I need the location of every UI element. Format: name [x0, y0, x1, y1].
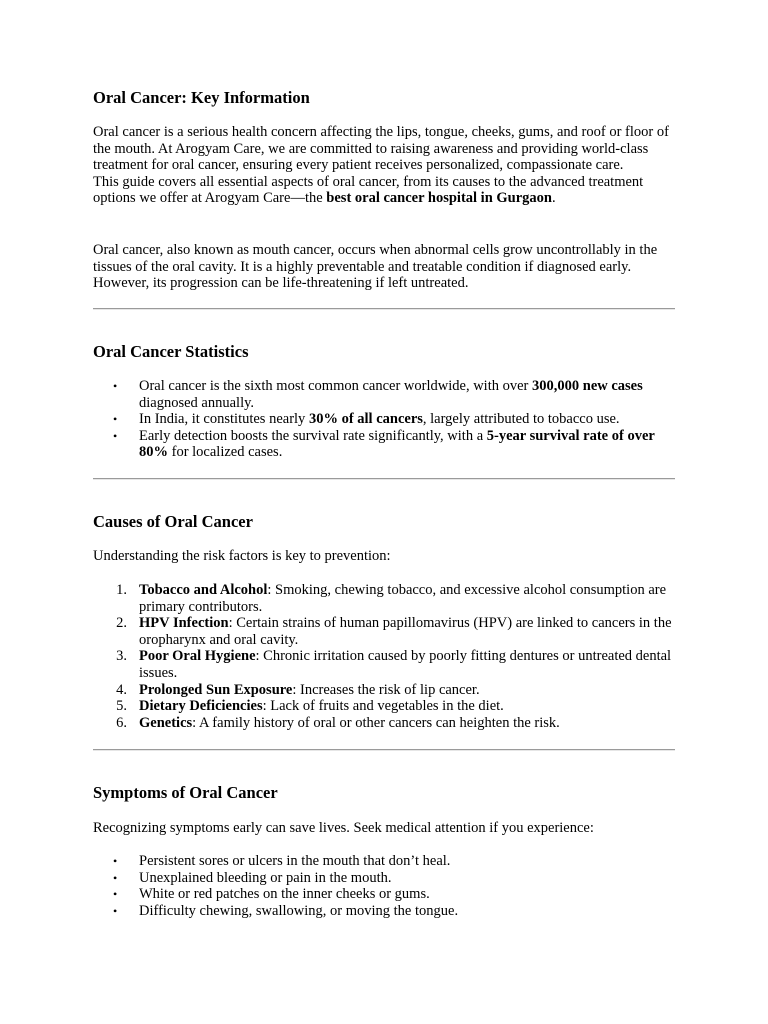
divider [93, 308, 675, 310]
stat-3-end: for localized cases. [168, 444, 283, 461]
bullet-icon: • [113, 870, 118, 885]
causes-intro: Understanding the risk factors is key to prevention: [93, 548, 391, 564]
cause-2-title: HPV Infection [139, 615, 229, 632]
stat-1-bold: 300,000 new cases [532, 378, 643, 394]
symptom-4: Difficulty chewing, swallowing, or moving the tongue. [139, 902, 459, 919]
stat-2-bold: 30% of all cancers [308, 411, 423, 428]
intro-paragraph-2 [93, 174, 678, 207]
list-item [93, 698, 678, 715]
symptoms-list [93, 853, 678, 919]
intro-text-block [93, 124, 678, 207]
bullet-icon: • [113, 379, 118, 393]
list-item [93, 428, 678, 461]
list-number: 6. [116, 714, 127, 731]
list-item [93, 715, 678, 732]
list-item [93, 411, 678, 428]
stat-3-bold: 5-year survival rate of over 80% [139, 427, 655, 461]
intro-paragraph-2-bold: best oral cancer hospital in Gurgaon [326, 190, 552, 207]
cause-5-text: : Lack of fruits and vegetables in the diet. [262, 698, 504, 715]
bullet-icon: • [113, 854, 118, 868]
intro-paragraph-3-block [93, 242, 678, 292]
list-item [93, 648, 678, 681]
list-item [93, 870, 678, 887]
causes-heading: Causes of Oral Cancer [93, 512, 253, 531]
cause-1-text: : Smoking, chewing tobacco, and excessive alcohol consumption are primary contributors. [139, 582, 667, 615]
causes-intro-block [93, 548, 678, 565]
intro-heading: Oral Cancer: Key Information [93, 88, 310, 107]
causes-list [93, 582, 678, 731]
cause-6-title: Genetics [139, 714, 193, 731]
cause-6-text: : A family history of oral or other cancers can heighten the risk. [192, 714, 560, 731]
symptom-1: Persistent sores or ulcers in the mouth that don’t heal. [139, 853, 451, 869]
list-item [93, 853, 678, 870]
list-number: 5. [116, 698, 127, 715]
list-item [93, 886, 678, 903]
bullet-icon: • [113, 887, 118, 902]
list-item [93, 378, 678, 411]
intro-paragraph-2-text: This guide covers all essential aspects of oral cancer, from its causes to the advanced treatment options we offer at Arogyam Care—the [93, 173, 644, 207]
list-number: 4. [116, 681, 127, 698]
intro-paragraph-1: Oral cancer is a serious health concern affecting the lips, tongue, cheeks, gums, and roof or floor of the mouth. At Arogyam Care, we are committed to raising awareness and providing world-class treatment for oral cancer, ensuring every patient receives personalized, compassionate care. [93, 124, 669, 174]
cause-3-title: Poor Oral Hygiene [139, 648, 256, 665]
bullet-icon: • [113, 412, 118, 427]
statistics-list [93, 378, 678, 461]
cause-3-text: : Chronic irritation caused by poorly fitting dentures or untreated dental issues. [139, 648, 672, 681]
cause-2-text: : Certain strains of human papillomavirus (HPV) are linked to cancers in the oropharynx and oral cavity. [139, 615, 672, 648]
list-item [93, 682, 678, 699]
symptoms-heading: Symptoms of Oral Cancer [93, 783, 278, 802]
list-item [93, 582, 678, 615]
bullet-icon: • [113, 428, 118, 443]
list-number: 1. [116, 582, 127, 598]
symptoms-intro-block [93, 820, 678, 837]
list-number: 2. [116, 615, 127, 632]
cause-4-title: Prolonged Sun Exposure [139, 681, 293, 698]
list-item [93, 615, 678, 648]
stat-2-end: , largely attributed to tobacco use. [422, 411, 620, 428]
cause-1-title: Tobacco and Alcohol [139, 582, 268, 598]
cause-5-title: Dietary Deficiencies [139, 698, 263, 715]
cause-4-text: : Increases the risk of lip cancer. [292, 681, 480, 698]
stat-2-text: In India, it constitutes nearly [139, 411, 309, 428]
symptom-2: Unexplained bleeding or pain in the mouth. [139, 869, 392, 886]
statistics-heading: Oral Cancer Statistics [93, 342, 249, 361]
list-number: 3. [116, 648, 127, 665]
stat-3-text: Early detection boosts the survival rate significantly, with a [139, 427, 487, 444]
intro-paragraph-3: Oral cancer, also known as mouth cancer, occurs when abnormal cells grow uncontrollably in the tissues of the oral cavity. It is a highly preventable and treatable condition if diagnosed early. However, its progression can be life-threatening if left untreated. [93, 242, 658, 292]
list-item [93, 903, 678, 920]
symptom-3: White or red patches on the inner cheeks or gums. [139, 886, 430, 903]
stat-1-end: diagnosed annually. [139, 394, 255, 411]
divider [93, 749, 675, 751]
intro-paragraph-2-end: . [552, 190, 556, 207]
stat-1-text: Oral cancer is the sixth most common cancer worldwide, with over [139, 378, 532, 394]
divider [93, 478, 675, 480]
symptoms-intro: Recognizing symptoms early can save lives. Seek medical attention if you experience: [93, 820, 594, 836]
bullet-icon: • [113, 903, 118, 918]
